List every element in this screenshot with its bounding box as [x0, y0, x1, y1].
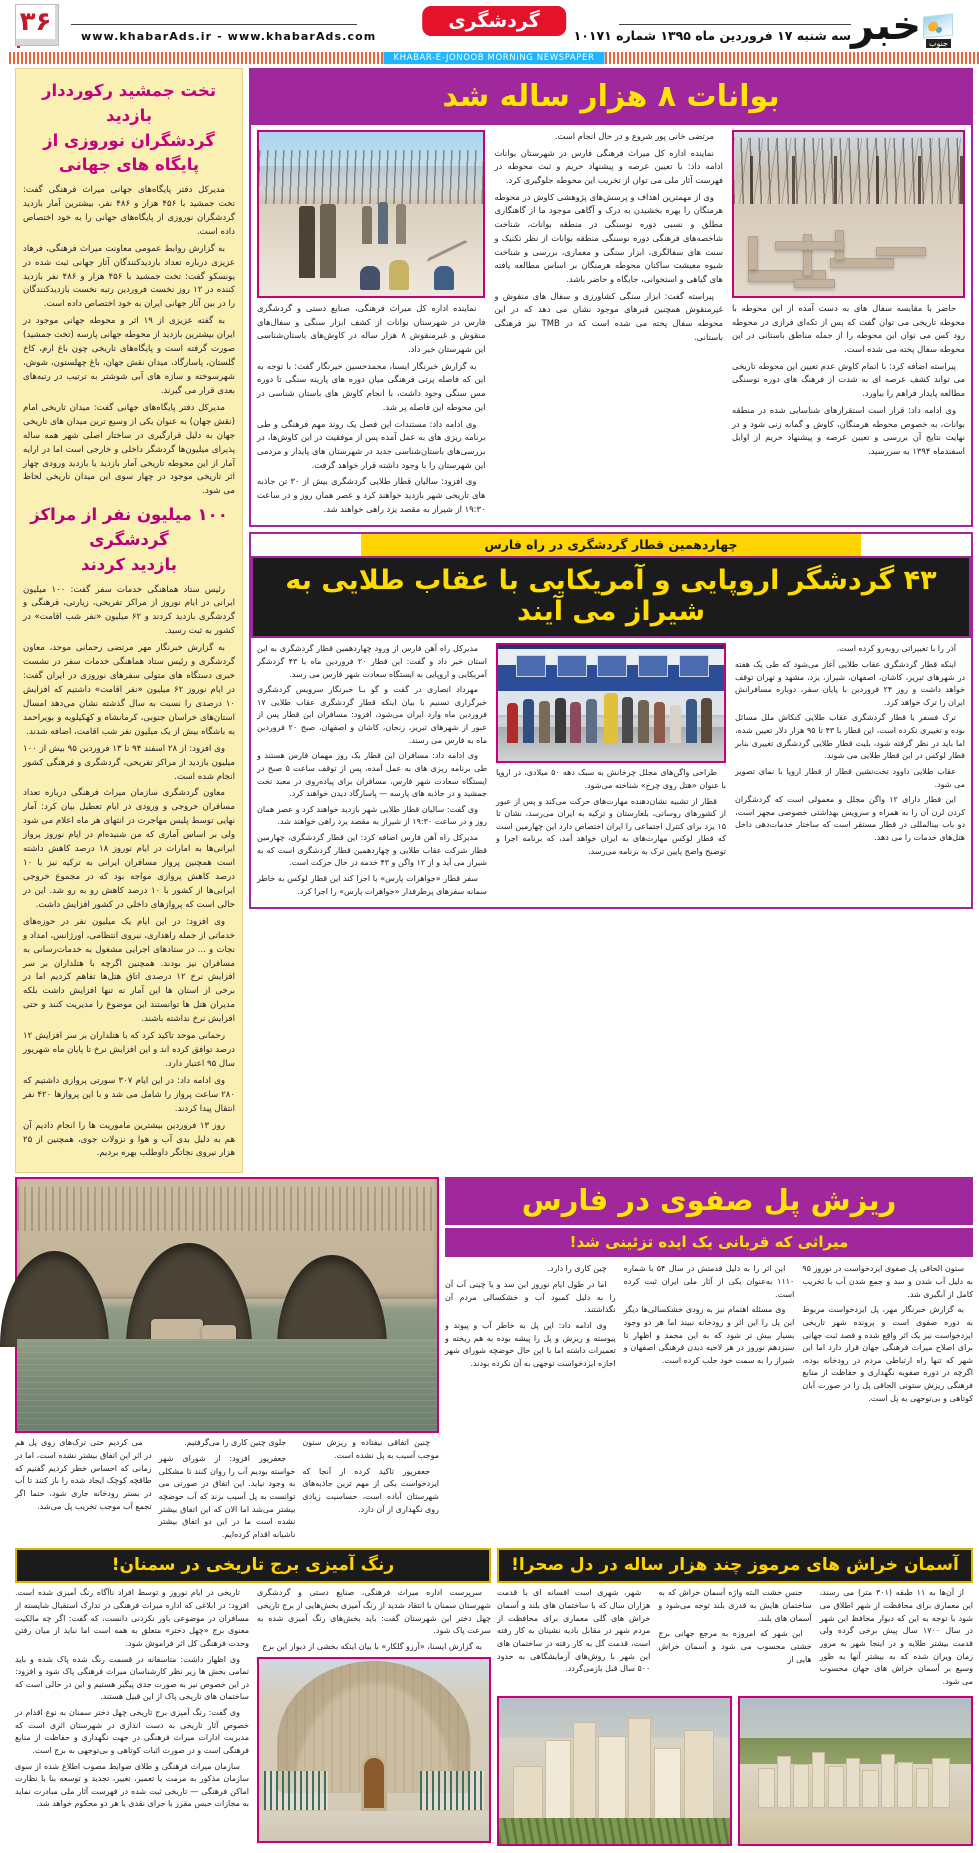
paragraph: اینکه قطار گردشگری عقاب طلایی آغاز می‌شود که طی یک هفته در شهرهای تبریز، کاشان، اصفهان، شیراز، یزد، مشهد و تهران توقف خواهد داشت و روز ۲۴ فروردین با پایان سفر، دوباره مسافرانش ایران را ترک خواهد کرد.	[735, 659, 966, 707]
bridge-body-col-1	[445, 1263, 616, 1408]
page-number-value: ۳۶	[16, 5, 55, 39]
bridge-text-wrap	[445, 1177, 973, 1544]
paragraph: مدیرکل دفتر پایگاه‌های جهانی میراث فرهنگی گفت: تخت جمشید با ۴۵۶ هزار و ۴۸۶ نفر، بیشترین آمار بازدید گردشگران نوروزی از پایگاه‌های جهانی را به خود اختصاص داده است.	[23, 185, 235, 237]
section-badge: گردشگری	[422, 6, 566, 36]
sidebar-headline-1-line1: تخت جمشید رکورددار بازدید	[41, 81, 217, 125]
story-train-col-2	[496, 643, 726, 901]
photo-shibam-towers	[497, 1696, 732, 1846]
paragraph: وی گفت: رنگ آمیزی برج تاریخی چهل دختر سمنان به نوع اقدام در خصوص آثار تاریخی به دست اندازی در شهرستان اثری است که مدیریت ادارات میراث فرهنگی در جهت نگهداری و حفاظت از منابع فرهنگی است و در صورت اثبات کوتاهی و بی‌توجهی به برج است.	[15, 1708, 249, 1755]
paragraph: جنس خشت البته واژه آسمان خراش که به ساختمان هایش به قدری بلند توجه می‌شود و آسمان های بلند.	[658, 1588, 812, 1623]
sidebar-headline-2-line1: ۱۰۰ میلیون نفر از مراکز گردشگری	[30, 505, 228, 550]
photo-excavation-crew	[257, 130, 485, 298]
paragraph: رحمانی موحد تاکید کرد که با هتلداران بر سر افزایش ۱۲ درصد توافق کرده اند و این افزایش نرخ تا پایان ماه شهریور سال ۹۵ اعتبار دارد.	[23, 1031, 235, 1069]
story-train-kicker: چهاردهمین قطار گردشگری در راه فارس	[361, 534, 861, 556]
paragraph: معاون گردشگری سازمان میراث فرهنگی درباره تعداد مسافران خروجی و ورودی در ایام تعطیل بیان کرد: آمار نهایی توسط پلیس مهاجرت در انتهای هر ماه اعلام می شود ولی بر اساس آماری که من شنیده‌ام در ایام نوروز پرواز ایرانی‌ها به امارات در ایام نوروز ۱۸ درصد کاهش داشته است همچنین پرواز مسافران ایرانی به ترکیه نیز با ۱۰ درصد کاهش پروازی مواجه بود که در مجموع خروجی ایرانی‌ها از کشور با ۱۰ درصد کاهش رو به رو شد. این در حالی است که پروازهای داخلی در کشور افزایش داشت.	[23, 788, 235, 910]
desert-col-3	[820, 1587, 973, 1691]
logo-subtitle: جنوب	[926, 39, 951, 48]
main-column	[249, 68, 973, 1173]
story-bridge-subhead: میراثی که قربانی یک ایده تزئینی شد!	[445, 1228, 973, 1257]
photo-tourists-at-train	[496, 643, 726, 763]
paragraph: اما در طول ایام نوروز این سد و یا چینی آب آن را به دلیل کمبود آب و خشکسالی مردم آن نگذاشتند.	[445, 1280, 616, 1315]
paragraph: نماینده اداره کل میراث فرهنگی فارس در شهرستان بوانات ادامه داد: با تعیین عرصه و پیشنهاد حریم و ثبت محوطه در فهرست آثار ملی می توان از تخریب این محوطه جلوگیری کرد.	[494, 147, 723, 186]
bridge-col-c	[302, 1437, 439, 1544]
paragraph: ستون الحاقی پل صفوی ایزدخواست در نوروز ۹۵ به دلیل آب شدن و سد و جمع شدن آب با تخریب کامل از آبگیری شد.	[802, 1264, 974, 1299]
semnan-col-1	[15, 1587, 249, 1846]
newspaper-page	[9, 0, 979, 1809]
story-train-col-3	[735, 643, 965, 901]
paragraph: به گزارش خبرنگار مهر، پل ایزدخواست مربوط به دوره صفوی است و پرونده شهر تاریخی ایزدخواست نیز یک اثر واقع شده و قصد ثبت جهانی برای اصلاح میراث فرهنگی جهان قرار دارد اما این شهر که تنها راه ارتباطی مردم در رودخانه بوده، اگرچه در دوره صفویه نگهداری و حفاظت از منابع فرهنگی ریزش ستونی الحاقی پل را در صورت آبان کوتاهی و بی‌توجهی به پل است.	[802, 1305, 974, 1403]
paragraph: وی ادامه داد: قرار است استقرارهای شناسایی شده در منطقه بوانات، به خصوص محوطه هرمنگان، کاوش و گمانه زنی شود و در نهایت نتایج آن بررسی و تعیین عرصه و پیشنهاد حریم از اوایل اسفندماه ۱۳۹۴ به سررسید.	[731, 404, 966, 456]
paragraph: وی از مهمترین اهداف و پرسش‌های پژوهشی کاوش در محوطه هرمنگان را بهره بخشیدن به درک و آگاهی موجود ما از گاهنگاری مطلق و نسبی دوره نوسنگی در منطقه بوانات، شناخت شاخصه‌های فرهنگی دوره نوسنگی منطقه بوانات از نظر تکنیک و سنت های سفالگری، ابزار سنگی و معماری، بررسی و شناخت شیوه معیشت ساکنان محوطه هرمنگان بر اساس مطالعه یافته های گیاهی و استخوانی، جایگاه و حاضر باشد.	[494, 191, 723, 284]
sidebar-headline-2	[23, 503, 235, 577]
photo-safavid-bridge	[15, 1177, 439, 1433]
paragraph: چنین اتفاقی نیفتاده و ریزش ستون موجب آسیب به پل نشده است.	[302, 1438, 440, 1461]
paragraph: طراحی واگن‌های مجلل چرخانش به سبک دهه ۵۰ میلادی، در اروپا با عنوان «هتل روی چرخ» شناخته می‌شود.	[496, 768, 726, 790]
sidebar-headline-2-line2: بازدید کردند	[81, 554, 177, 574]
photo-excavation-site	[732, 130, 965, 298]
paragraph: وی گفت: سالیان قطار طلایی شهر بازدید خواهند کرد و عصر همان روز و در ساعت ۱۹:۳۰ از شیراز به مقصد یزد راهی خواهند شد.	[257, 804, 487, 827]
page-number-badge	[15, 4, 59, 46]
paragraph: جلوی چنین کاری را می‌گرفتیم.	[184, 1438, 287, 1448]
paragraph: وی ادامه داد: این پل به خاطر آب و پیوند و پیوسته و ریزش و پل را پیشه بوده به هم ریخته و تعمیرات داشته اما با این حال حوضچه شورای شهر اجازه ایزدخواست توجهی به آن نکرده بودند.	[445, 1320, 616, 1368]
paragraph: به گزارش روابط عمومی معاونت میراث فرهنگی، فرهاد عزیزی درباره تعداد بازدیدکنندگان آثار جهانی ثبت شده در یونسکو گفت: تخت جمشید با ۴۵۶ هزار و ۴۸۶ نفر بازدید کننده در ۱۲ روز نخست فروردین رتبه نخست بازدیدکنندگان را در بین آثار جهانی ایران به خود اختصاص داده است.	[23, 243, 235, 310]
bridge-story-wrap	[9, 1173, 979, 1544]
paragraph: به گزارش ایسنا، «آرزو گلکار» با بیان اینکه بخشی از دیوار این برج	[262, 1641, 482, 1651]
masthead-date: سه شنبه ۱۷ فروردین ماه ۱۳۹۵ شماره ۱۰۱۷۱	[573, 28, 851, 43]
paragraph: سفر قطار «جواهرات پارس» با اجرا کند این قطار لوکس به خاطر سمانه سفرهای پرطرفدار «جواهرات پارس» را اجرا کرد.	[257, 873, 487, 896]
masthead	[9, 0, 979, 52]
paragraph: آذر را با تغییراتی روبه‌رو کرده است.	[836, 644, 956, 654]
masthead-rule-right	[619, 24, 851, 25]
paragraph: این شهر که امروزه به مرجع جهانی برج خشتی محسوب می شود و آسمان خراش هایی از	[658, 1629, 812, 1664]
paragraph: جعفرپور افزود: از شورای شهر خواسته بودیم آب را روان کنند تا مشکلی به وجود نیاید. این اتفاق در صورتی می توانست به پل آسیب بزند که آب حوضچه بیشتر می‌شد اما الان که این اتفاق بیشتر نشده است ما در این دو اتفاق بیشتر ناشیانه اقدام کرده‌ایم.	[158, 1454, 296, 1539]
sidebar-article-2	[23, 584, 235, 1162]
logo-wordmark: خبر	[851, 3, 922, 49]
paragraph: پیراسته اضافه کرد: با اتمام کاوش عدم تعیین این محوطه تاریخی می تواند کشف عرصه ای به شدت از فرهنگ های دوره نوسنگی مطالعه پایدار فراهم را بیاورد.	[731, 360, 966, 399]
paragraph: نماینده اداره کل میراث فرهنگی، صنایع دستی و گردشگری فارس در شهرستان بوانات از کشف ابزار سنگی و سفال‌های منقوش و غیرمنقوش ۸ هزار ساله در کاوش‌های باستان‌شناسی این شهرستان خبر داد.	[257, 303, 486, 355]
paragraph: وی ادامه داد: مسافران این قطار یک روز مهمان فارس هستند و طی برنامه ریزی های به عمل آمده، پس از توقف ساعت ۵ صبح در ایستگاه سعادت شهر فارس، مسافران برای پیاده‌روی در معبد تخت جمشید و در جاذبه های پارسه — پاسارگاد دیدن خواهند کرد.	[257, 751, 487, 799]
bridge-photo-wrap	[15, 1177, 439, 1544]
bottom-stories	[9, 1544, 979, 1852]
paragraph: به گزارش خبرنگار مهر مرتضی رحمانی موحد، معاون گردشگری و رئیس ستاد هماهنگی خدمات سفر در نشست خبری دستگاه های متولی سفرهای نوروزی در ایران گفت: در ایام نوروز ۶۲ میلیون «نفر اقامت» داشتیم که افزایش ۱۰ درصدی را نسبت به سال گذشته نشان می‌دهد امسال استان‌های خراسان جنوبی، کرمانشاه و کهکیلویه و بویراحمد به باشگاه بیش از یک میلیون نفر شب اقامت، اضافه شدند.	[23, 643, 235, 737]
upper-body	[9, 64, 979, 1173]
sidebar-article-1	[23, 184, 235, 499]
bridge-body-col-2	[624, 1263, 795, 1408]
story-bovanat-columns	[257, 130, 965, 519]
paragraph: وی مسئله اهتمام نیز به زودی خشکسالی‌ها دیگر این پل را این اثر و رودخانه نبیند اما هر دو وجود بسیار بیش تر شود که به این محمد و اظهار تا سیزدهم نوروز در هر لاحیه دیدن فرهنگی اصفهان و شیراز را به سمت خود جلب کرده است.	[623, 1305, 795, 1365]
paragraph: وی ادامه داد: در این ایام ۳۰۷ سورتی پروازی داشتیم که ۲۸۰ ساعت پرواز را شامل می شد و با این پروازها ۴۲۰ نفر انتقال پیدا کردند.	[23, 1075, 235, 1114]
story-bovanat-col-2	[494, 130, 722, 519]
masthead-stripe-band	[9, 52, 979, 64]
paragraph: عقاب طلایی داوود تخت‌نشین قطار از قطار اروپا با نمای تصویر می شود.	[735, 766, 965, 789]
paragraph: مهرداد انصاری در گفت و گو بـا خبرنگار سرویس گردشگری خبرگزاری تسنیم با بیان اینکه قطار گردشگری عقاب طلایی ۱۷ فروردین ماه وارد ایران می‌شود، افزود: مسافران این قطار پس از عبور از شهرهای تبریز، زنجان، کاشان و اصفهان، صبح ۲۰ فروردین ماه به فارس می رسند.	[257, 685, 487, 745]
semnan-col-2	[257, 1587, 491, 1846]
globe-icon	[923, 13, 953, 38]
paragraph: جعفرپور تاکید کرده از آنجا که ایزدخواست یکی از مهم ترین جاذبه‌های شهرستان آباده است، حساسیت زیادی روی نگهداری از آن دارد.	[302, 1466, 440, 1514]
sidebar-column	[15, 68, 243, 1173]
paragraph: شهر، شهری است افسانه ای با قدمت هزاران سال که با ساختمان های بلند و آسمان خراش های گلی معماری برای محافظت از مردم شهر در مقابل بادیه نشینان به کار رفته است، قدمت گل به کار رفته در ساختمان های این شهر با روش‌های آزمایشگاهی به حدود ۵۰۰ سال قبل بازمی‌گردد.	[497, 1588, 651, 1674]
desert-col-1	[497, 1587, 650, 1691]
photo-shibam-panorama	[738, 1696, 973, 1846]
paragraph: پیراسته گفت: ابزار سنگی کشاورزی و سفال های منقوش و غیرمنقوش همچنین قبرهای موجود نشان می دهد که در این محوطه سفال پخته می شده است که در TMB نیز فرهنگی باستانی.	[494, 290, 723, 342]
masthead-rule-left	[71, 24, 357, 25]
paragraph: مدیرکل راه آهن فارس از ورود چهاردهمین قطار گردشگری به این استان خبر داد و گفت: این قطار ۲۰ فروردین ماه با ۴۳ گردشگر آمریکایی و اروپایی به ایستگاه سعادت شهر فارس می رسد.	[257, 644, 487, 679]
story-bovanat-col-1	[257, 130, 485, 519]
bridge-col-b	[159, 1437, 296, 1544]
paragraph: می کردیم حتی ترک‌های روی پل هم در اثر این اتفاق بیشتر نشده است، اما در زمانی که احساس خطر کردیم گفتیم که طاقچه کوچک ایجاد شده را باز کنند تا آب در بستر رودخانه جاری شود، حتما اگر تجمع آب موجب تخریب پل می‌شد.	[15, 1438, 152, 1511]
paper-latin-name: KHABAR-E-JONOOB MORNING NEWSPAPER	[383, 52, 604, 64]
paragraph: ترک فسفر با قطار گردشگری عقاب طلایی کنکاش ملل مسائل بوده و تغییری نکرده است، این قطار با ۴۳ تا ۹۵ هزار دلار تعیین شده، اما باید در نظر گرفته شود، بلیت قطار طلایی گردشگری تغییری بنابر قطار لوکس در این قطار طلایی می شوند.	[735, 713, 965, 761]
paragraph: از آن‌ها به ۱۱ طبقه (۳۰۱ متر) می رسند، این معماری برای محافظت از شهر اطلاق می شود با توجه به این که دیوار محافظ این شهر در سال ۱۷۰۰ سال پیش برخی گرده ولی قدمت بیشتر طلایه و در اینجا شهر به مرور زمان ویران شده که به بیشتر آنها به طور وسیع بر آسمان خراش های جهان محسوب می شود.	[819, 1588, 973, 1686]
paragraph: قطار از تشبیه نشان‌دهنده مهارت‌های حرکت می‌کند و پس از عبور از کشورهای روسانی، بلغارستان و ترکیه به ایران می‌رسد، نشان تا ۱۵ یزد برای کنترل اجتماعی را ایران اختصاص دارد این چهارمین است که قطار لوکس مهارت‌های به ایران خواهد آمد، که برنامه اجرا و توضیح واضح پایین ترک به برنامه می‌رسد.	[496, 796, 726, 857]
sidebar-headline-1-line2: گردشگران نوروزی از پایگاه های جهانی	[43, 130, 215, 175]
paragraph: سرپرست اداره میراث فرهنگی، صنایع دستی و گردشگری شهرستان سمنان با انتقاد شدید از رنگ آمیزی بخش‌هایی از برج تاریخی چهل دختر این شهرستان گفت: باید بخش‌های رنگ آمیزی شده به سرعت پاک شود.	[257, 1588, 491, 1636]
paragraph: وی افزود: از ۲۸ اسفند ۹۴ تا ۱۳ فروردین ۹۵ بیش از ۱۰۰ میلیون بازدید از مراکز تفریحی، گردشگری و فرهنگی کشور انجام شده است.	[23, 743, 235, 782]
story-bovanat-headline: بوانات ۸ هزار ساله شد	[251, 70, 971, 125]
paragraph: مدیرکل دفتر پایگاه‌های جهانی گفت: میدان تاریخی امام (نقش جهان) به عنوان یکی از وسیع ترین میدان های تاریخی جهان به دلیل قرارگیری در ساختار اصلی شهر همه ساله پذیرای میلیون‌ها گردشگر داخلی و خارجی است اما در ارایه آمار از این محوطه تاریخی آمار بازدید یا بازدید ورودی چهار اثر تاریخی موجود در چهار سوی این میدان تاریخی لحاظ می شود.	[23, 402, 235, 497]
story-bridge-headline: ریزش پل صفوی در فارس	[445, 1177, 973, 1225]
story-train-headline: ۴۳ گردشگر اروپایی و آمریکایی با عقاب طلایی به شیراز می آیند	[251, 556, 971, 638]
desert-col-2	[658, 1587, 811, 1691]
story-bovanat-col-3	[732, 130, 965, 519]
masthead-urls[interactable]: www.khabarAds.ir - www.khabarAds.com	[81, 30, 377, 43]
paragraph: این قطار دارای ۱۲ واگن مجلل و معمولی است که گردشگران کردن لرن آن را به همراه و سرویس بهداشتی خصوصی مجهز است، دو باب بینالمللی در قطار مستقر است که ساختار خدمات‌دهی داخل هتل‌های خدمات را می دهد.	[735, 795, 965, 843]
paragraph: وی ادامه داد: مستندات این فصل یک روند مهم فرهنگی و طی برنامه ریزی های به عمل آمده پس از موفقیت در این کاوش‌ها، در بررسی‌های باستان‌شناسی جدید در شهرستان های پایدار و مردمی این شهرستان را با وجود داشته قرار خواهد گرفت.	[257, 418, 486, 470]
story-train-columns	[257, 643, 965, 901]
paragraph: مدیرکل راه آهن فارس اضافه کرد: این قطار گردشگری، چهارمین قطار شرکت عقاب طلایی و چهاردهمین قطار گردشگری است که به شیراز می آید و از ۱۲ واگن و ۴۳ خدمه در حال حرکت است.	[257, 833, 487, 868]
paragraph: مرتضی خانی پور شروع و در حال انجام است.	[554, 131, 714, 141]
paragraph: رئیس ستاد هماهنگی خدمات سفر گفت: ۱۰۰ میلیون ایرانی در ایام نوروز از مراکز تفریحی، زیارتی، فرهنگی و گردشگری بازدید کردند و ۶۲ میلیون «نفر شب اقامت» در کشور به ثبت رسید.	[23, 584, 236, 637]
paragraph: حاضر با مقایسه سفال های به دست آمده از این محوطه با محوطه تاریخی می توان گفت که پس از تکه‌ای فرازی در محوطه رود کس می توان این محوطه را از جمله مناطق باستانی در این محوطه سفال پخته می شده است.	[731, 303, 966, 355]
paragraph: وی افزود: در این ایام یک میلیون نفر در حوزه‌های خدماتی از جمله راهداری، نیروی انتظامی، اورژانس، امداد و نجات و ... در ستادهای اجرایی مشغول به خدمات‌رسانی به مسافران نیز بودند. همچنین اگرچه با هتلداران بر سر افزایش نرخ ۱۲ درصدی اتاق هتل‌ها تفاهم کردیم اما در برخی از استان ها این آمار نه تنها افزایش داشت بلکه مدیران هتل ها توانستند این موضوع را مدیریت کنند و حتی افزایش نرخ نداشته باشند.	[23, 916, 235, 1025]
story-bovanat	[249, 68, 973, 527]
story-train-col-1	[257, 643, 487, 901]
bridge-body-col-3	[802, 1263, 973, 1408]
story-desert-headline: آسمان خراش های مرموز چند هزار ساله در دل صحرا!	[497, 1548, 973, 1583]
paragraph: به گفته عزیزی از ۱۹ اثر و محوطه جهانی موجود در ایران بیشترین بازدید از محوطه جهانی پارسه (تخت جمشید) صورت گرفته است و پایگاه‌های تاریخی چون باغ ارم، کاخ گلستان، پاسارگاد، میدان نقش جهان، باغ چهلستون، شوش، شهرسوخته و سازه های آبی شوشتر به ترتیب در رتبه‌های بعدی قرار می گیرند.	[22, 316, 235, 396]
paragraph: چین کاری را دارد.	[547, 1264, 607, 1274]
paragraph: این اثر را به دلیل قدمتش در سال ۵۴ با شماره ۱۱۱۰ به‌عنوان یکی از آثار ملی ایران ثبت کرده است.	[623, 1264, 795, 1299]
story-semnan-headline: رنگ آمیزی برج تاریخی در سمنان!	[15, 1548, 491, 1583]
photo-chehel-dokhtar-tower	[257, 1657, 491, 1843]
paragraph: روز ۱۳ فروردین بیشترین ماموریت ها را انجام دادیم آن هم به دلیل بدی آب و هوا و نزولات جوی، همچنین از ۲۵ هزار نیروی نجاتگر داوطلب بهره بردیم.	[23, 1120, 235, 1159]
paragraph: وی افزود: سالیان قطار طلایی گردشگری بیش از ۳۰ تن جاذبه های تاریخی شهر بازدید خواهند کرد و عصر همان روز و در ساعت ۱۹:۳۰ از شیراز به مقصد یزد راهی خواهند شد.	[257, 476, 486, 514]
story-desert-skyscrapers	[497, 1548, 973, 1846]
bridge-col-a	[15, 1437, 152, 1544]
story-semnan-tower	[15, 1548, 491, 1846]
newspaper-logo[interactable]	[851, 2, 971, 50]
paragraph: سازمان میراث فرهنگی و طلای ضوابط مصوب اطلاع شده از سوی سازمان مذکور به مرمت یا تعمیر، تغییر، تجدید و توسعه بنا با نظارت اماکن فرهنگی — تاریخی ثبت شده در فهرست آثار ملی مبادرت نماید به مجازات حبس مقرر یا جزای نقدی یا هر دو محکوم خواهد شد.	[15, 1761, 249, 1809]
paragraph: وی اظهار داشت: متاسفانه در قسمت رنگ شده پاک شده و باید تمامی بخش ها زیر نظر کارشناسان میراث فرهنگی پاک شود و افزود: در این خصوص نیز به صورت جدی پیگیر هستیم و این در حالی است که ساختمان های تاریخی پاک از این قبیل هستند.	[15, 1654, 249, 1702]
story-golden-eagle-train	[249, 532, 973, 909]
paragraph: تاریخی در ایام نوروز و توسط افراد ناآگاه رنگ آمیزی شده است. افزود: در ابلاغی که اداره میراث فرهنگی در تدارک استقبال شایسته از مسافران در موضوعی باور نکردنی دانست، که گفت: اگر چه مالکیت معنوی برج «چهل دختر» متعلق به همه است اما نباید از میان رفتن وحدت فرهنگی کل اثر فراموش شود.	[15, 1588, 249, 1648]
sidebar-headline-1	[23, 79, 235, 178]
desert-photos	[497, 1696, 973, 1846]
paragraph: به گزارش خبرنگار ایسنا، محمدحسین خیرنگار گفت: با توجه به این که فاصله پرتی فرهنگی میان دوره های پارینه سنگی تا دوره مس سنگی وجود داشت، با انجام کاوش های باستان شناسی در این محوطه این فاصله پر شد.	[257, 360, 486, 412]
